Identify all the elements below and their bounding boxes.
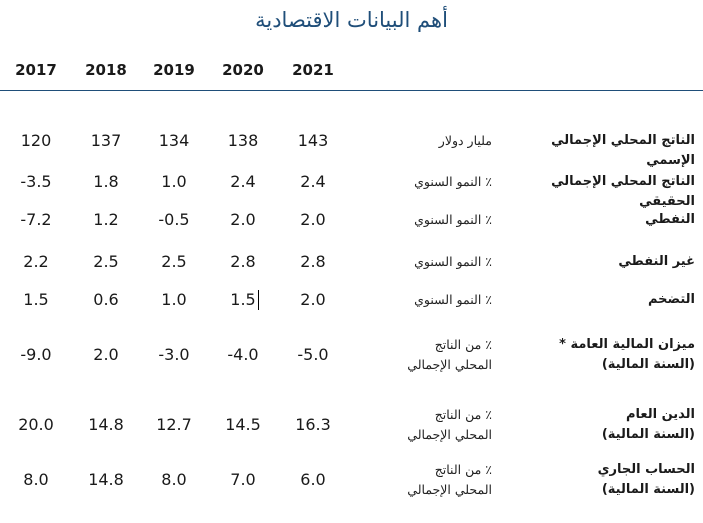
row-unit xyxy=(372,335,492,375)
cell-value-2017: 2.2 xyxy=(23,252,49,271)
year-header-2017: 2017 xyxy=(15,61,57,79)
row-unit-line: ٪ من الناتج xyxy=(434,462,492,477)
cell-value-2019: -0.5 xyxy=(158,210,190,229)
cell-value-2021: 16.3 xyxy=(295,415,331,434)
row-unit-line: ٪ من الناتج xyxy=(434,337,492,352)
row-label xyxy=(505,460,695,500)
cell-value-2021: 2.0 xyxy=(300,210,326,229)
cell-value-2017: 1.5 xyxy=(23,290,49,309)
cell-value-2021: 6.0 xyxy=(300,470,326,489)
cell-value-2020: 138 xyxy=(227,131,259,150)
cell-value-2020: 2.4 xyxy=(230,172,256,191)
cell-value-2019: 1.0 xyxy=(161,290,187,309)
cell-value-2019: 1.0 xyxy=(161,172,187,191)
row-label-line: الدين العام xyxy=(625,407,695,422)
row-unit-line: ٪ النمو السنوي xyxy=(414,212,492,227)
row-unit xyxy=(372,210,492,230)
row-unit-line: المحلي الإجمالي xyxy=(407,357,492,372)
cell-value-2018: 14.8 xyxy=(88,470,124,489)
cell-value-2017: 120 xyxy=(20,131,52,150)
cell-value-2018: 1.8 xyxy=(93,172,119,191)
cell-value-2018: 1.2 xyxy=(93,210,119,229)
cell-value-2021: 143 xyxy=(297,131,329,150)
row-label xyxy=(505,131,695,171)
cell-value-2018: 14.8 xyxy=(88,415,124,434)
cell-value-2020: 2.0 xyxy=(230,210,256,229)
row-unit-line: ٪ من الناتج xyxy=(434,407,492,422)
cell-value-2020: 2.8 xyxy=(230,252,256,271)
cell-value-2020: 7.0 xyxy=(230,470,256,489)
cell-value-2017: -3.5 xyxy=(20,172,52,191)
cell-value-2017: 8.0 xyxy=(23,470,49,489)
cell-value-2020: 14.5 xyxy=(225,415,261,434)
cell-value-2021: 2.0 xyxy=(300,290,326,309)
page-title: أهم البيانات الاقتصادية xyxy=(255,8,448,32)
row-label-line: (السنة المالية) xyxy=(601,357,695,372)
row-unit-line: المحلي الإجمالي xyxy=(407,482,492,497)
cell-value-2019: 2.5 xyxy=(161,252,187,271)
cell-value-2017: -7.2 xyxy=(20,210,52,229)
cell-value-2018: 137 xyxy=(90,131,122,150)
row-label-line: غير النفطي xyxy=(618,254,695,269)
row-unit xyxy=(372,460,492,500)
row-unit xyxy=(372,131,492,151)
row-unit xyxy=(372,172,492,192)
row-label xyxy=(505,335,695,375)
row-label xyxy=(505,172,695,212)
row-label-line: (السنة المالية) xyxy=(601,482,695,497)
row-label xyxy=(505,252,695,272)
row-unit-line: ٪ النمو السنوي xyxy=(414,292,492,307)
cell-value-2018: 0.6 xyxy=(93,290,119,309)
cell-value-2021: 2.8 xyxy=(300,252,326,271)
row-unit xyxy=(372,290,492,310)
row-label-line: الناتج المحلي الإجمالي الإسمي xyxy=(551,133,695,168)
row-label-line: التضخم xyxy=(647,292,695,307)
row-label xyxy=(505,405,695,445)
cell-value-2017: 20.0 xyxy=(18,415,54,434)
row-unit xyxy=(372,252,492,272)
row-label-line: ميزان المالية العامة * xyxy=(559,337,695,352)
year-header-2021: 2021 xyxy=(292,61,334,79)
row-unit-line: ٪ النمو السنوي xyxy=(414,254,492,269)
row-unit-line: المحلي الإجمالي xyxy=(407,427,492,442)
cell-value-2021: 2.4 xyxy=(300,172,326,191)
row-unit-line: ٪ النمو السنوي xyxy=(414,174,492,189)
year-header-2018: 2018 xyxy=(85,61,127,79)
cell-value-2019: 12.7 xyxy=(156,415,192,434)
row-label xyxy=(505,290,695,310)
text-cursor xyxy=(258,290,259,310)
cell-value-2020: 1.5 xyxy=(230,290,256,309)
row-label-line: الحساب الجاري xyxy=(597,462,695,477)
row-unit-line: مليار دولار xyxy=(438,133,492,148)
cell-value-2019: -3.0 xyxy=(158,345,190,364)
row-label-line: (السنة المالية) xyxy=(601,427,695,442)
header-divider xyxy=(0,90,703,91)
row-unit xyxy=(372,405,492,445)
row-label xyxy=(505,210,695,230)
row-label-line: النفطي xyxy=(645,212,695,227)
cell-value-2020: -4.0 xyxy=(227,345,259,364)
year-header-2019: 2019 xyxy=(153,61,195,79)
cell-value-2018: 2.5 xyxy=(93,252,119,271)
cell-value-2018: 2.0 xyxy=(93,345,119,364)
row-label-line: الناتج المحلي الإجمالي الحقيقي xyxy=(551,174,695,209)
cell-value-2021: -5.0 xyxy=(297,345,329,364)
cell-value-2019: 134 xyxy=(158,131,190,150)
year-header-2020: 2020 xyxy=(222,61,264,79)
cell-value-2017: -9.0 xyxy=(20,345,52,364)
cell-value-2019: 8.0 xyxy=(161,470,187,489)
